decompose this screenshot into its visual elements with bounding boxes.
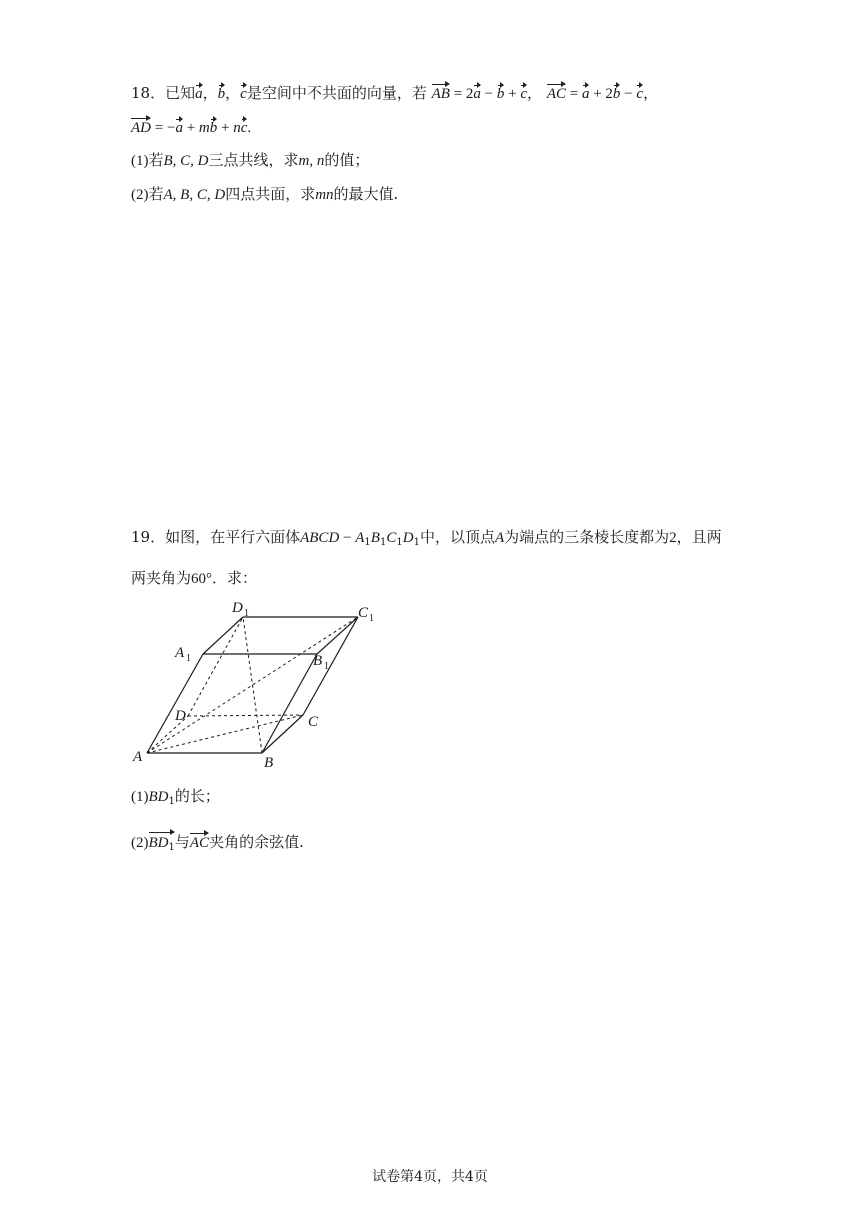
vector-b: b <box>612 86 621 102</box>
text: 如图，在平行六面体 <box>165 528 301 546</box>
period: . <box>247 120 252 136</box>
diagonal-BD1 <box>243 617 262 753</box>
coefficient: 2 <box>465 86 474 102</box>
text: 与 <box>174 833 190 851</box>
part-label: (1) <box>131 789 149 805</box>
vars: mn <box>315 187 334 203</box>
text: 三点共线，求 <box>208 151 299 169</box>
equals: = <box>151 120 167 136</box>
label-C: C <box>308 714 319 730</box>
label-A1: A <box>175 645 185 661</box>
q18-text: 已知 <box>165 84 196 102</box>
label-D1: D <box>232 600 243 616</box>
vertex: D <box>402 530 414 546</box>
part-label: (2) <box>131 835 149 851</box>
plus: + <box>504 86 521 102</box>
angle: 60° <box>191 571 213 587</box>
edge-A1D1 <box>203 617 243 654</box>
equals: = <box>565 86 582 102</box>
subscript: 1 <box>413 537 420 548</box>
q18-part-1 <box>131 150 369 171</box>
label-C1-subscript: 1 <box>369 613 374 624</box>
label-B: B <box>264 755 274 770</box>
vector-BD1 <box>149 832 175 853</box>
minus: − <box>480 86 497 102</box>
comma: ， <box>225 84 241 102</box>
text: 两夹角为 <box>131 569 192 587</box>
text: 中，以顶点 <box>419 528 495 546</box>
edge-DC <box>188 715 303 716</box>
vector-a: a <box>581 86 590 102</box>
points: A, B, C, D <box>163 187 226 203</box>
text: 夹角的余弦值. <box>209 833 304 851</box>
q19-line-2 <box>131 568 257 589</box>
subscript: 1 <box>396 537 403 548</box>
points: B, C, D <box>163 153 209 169</box>
q18-line-2 <box>131 117 251 138</box>
solid-name: ABCD <box>300 530 340 546</box>
q18-text: 是空间中不共面的向量，若 <box>246 84 427 102</box>
text: 若 <box>148 185 164 203</box>
label-C1: C <box>358 605 369 621</box>
vector-c: c <box>240 120 248 136</box>
vector-AD: AD <box>131 120 151 136</box>
vector-c: c <box>636 86 644 102</box>
text: ．求： <box>212 569 258 587</box>
edge-BC <box>262 715 303 753</box>
q19-part-2 <box>131 832 304 853</box>
vertex: B <box>370 530 380 546</box>
minus: − <box>620 86 637 102</box>
vector-b: b <box>496 86 505 102</box>
coefficient: 2 <box>605 86 613 102</box>
q19-number: 19． <box>131 528 166 546</box>
parallelepiped-figure <box>130 595 390 770</box>
text: 若 <box>148 151 164 169</box>
vector-b: b <box>217 86 226 102</box>
minus: − <box>166 120 176 136</box>
label-A: A <box>133 749 143 765</box>
vector-AB: AB <box>431 86 450 102</box>
vector-b: b <box>209 120 218 136</box>
label-A1-subscript: 1 <box>186 653 191 664</box>
vector-a: a <box>473 86 481 102</box>
subscript: 1 <box>168 842 175 853</box>
text: 的长； <box>174 787 220 805</box>
var-m: m <box>198 120 210 136</box>
hidden-edges <box>147 617 358 753</box>
part-label: (1) <box>131 153 149 169</box>
vertex: C <box>386 530 397 546</box>
text: 为端点的三条棱长度都为 <box>504 528 670 546</box>
dash: − <box>339 530 356 546</box>
vector-text: BD <box>148 835 169 851</box>
subscript: 1 <box>379 537 387 548</box>
vector-AC: AC <box>546 86 566 102</box>
q18-line-1 <box>131 83 658 104</box>
label-B1: B <box>313 653 323 669</box>
comma: ， <box>202 84 218 102</box>
vector-a: a <box>175 120 183 136</box>
var-n: n <box>233 120 241 136</box>
edge-CC1 <box>303 617 358 715</box>
vector-AC: AC <box>189 835 210 851</box>
plus: + <box>217 120 234 136</box>
comma: ， <box>527 84 543 102</box>
subscript: 1 <box>364 537 371 548</box>
subscript: 1 <box>168 796 175 807</box>
label-D1-subscript: 1 <box>244 608 249 619</box>
q19-line-1 <box>131 527 722 548</box>
text: 的值； <box>324 151 370 169</box>
vector-c: c <box>520 86 528 102</box>
equals: = <box>449 86 466 102</box>
plus: + <box>182 120 199 136</box>
text: ，且两 <box>676 528 722 546</box>
vars: m, n <box>298 153 325 169</box>
segment: BD <box>148 789 169 805</box>
vertex: A <box>494 530 505 546</box>
q18-part-2 <box>131 184 398 205</box>
page-footer: 试卷第4页，共4页 <box>372 1169 488 1185</box>
label-D: D <box>175 708 186 724</box>
comma: ， <box>643 84 659 102</box>
part-label: (2) <box>131 187 149 203</box>
label-B1-subscript: 1 <box>324 661 329 672</box>
q18-number: 18． <box>131 84 166 102</box>
edge-length: 2 <box>669 530 677 546</box>
edge-BB1 <box>262 654 317 753</box>
vector-c: c <box>240 86 247 102</box>
text: 四点共面，求 <box>225 185 316 203</box>
q19-part-1 <box>131 786 220 807</box>
plus: + <box>589 86 606 102</box>
vector-a: a <box>195 86 203 102</box>
edge-B1C1 <box>317 617 358 654</box>
vertex: A <box>355 530 365 546</box>
text: 的最大值. <box>333 185 399 203</box>
